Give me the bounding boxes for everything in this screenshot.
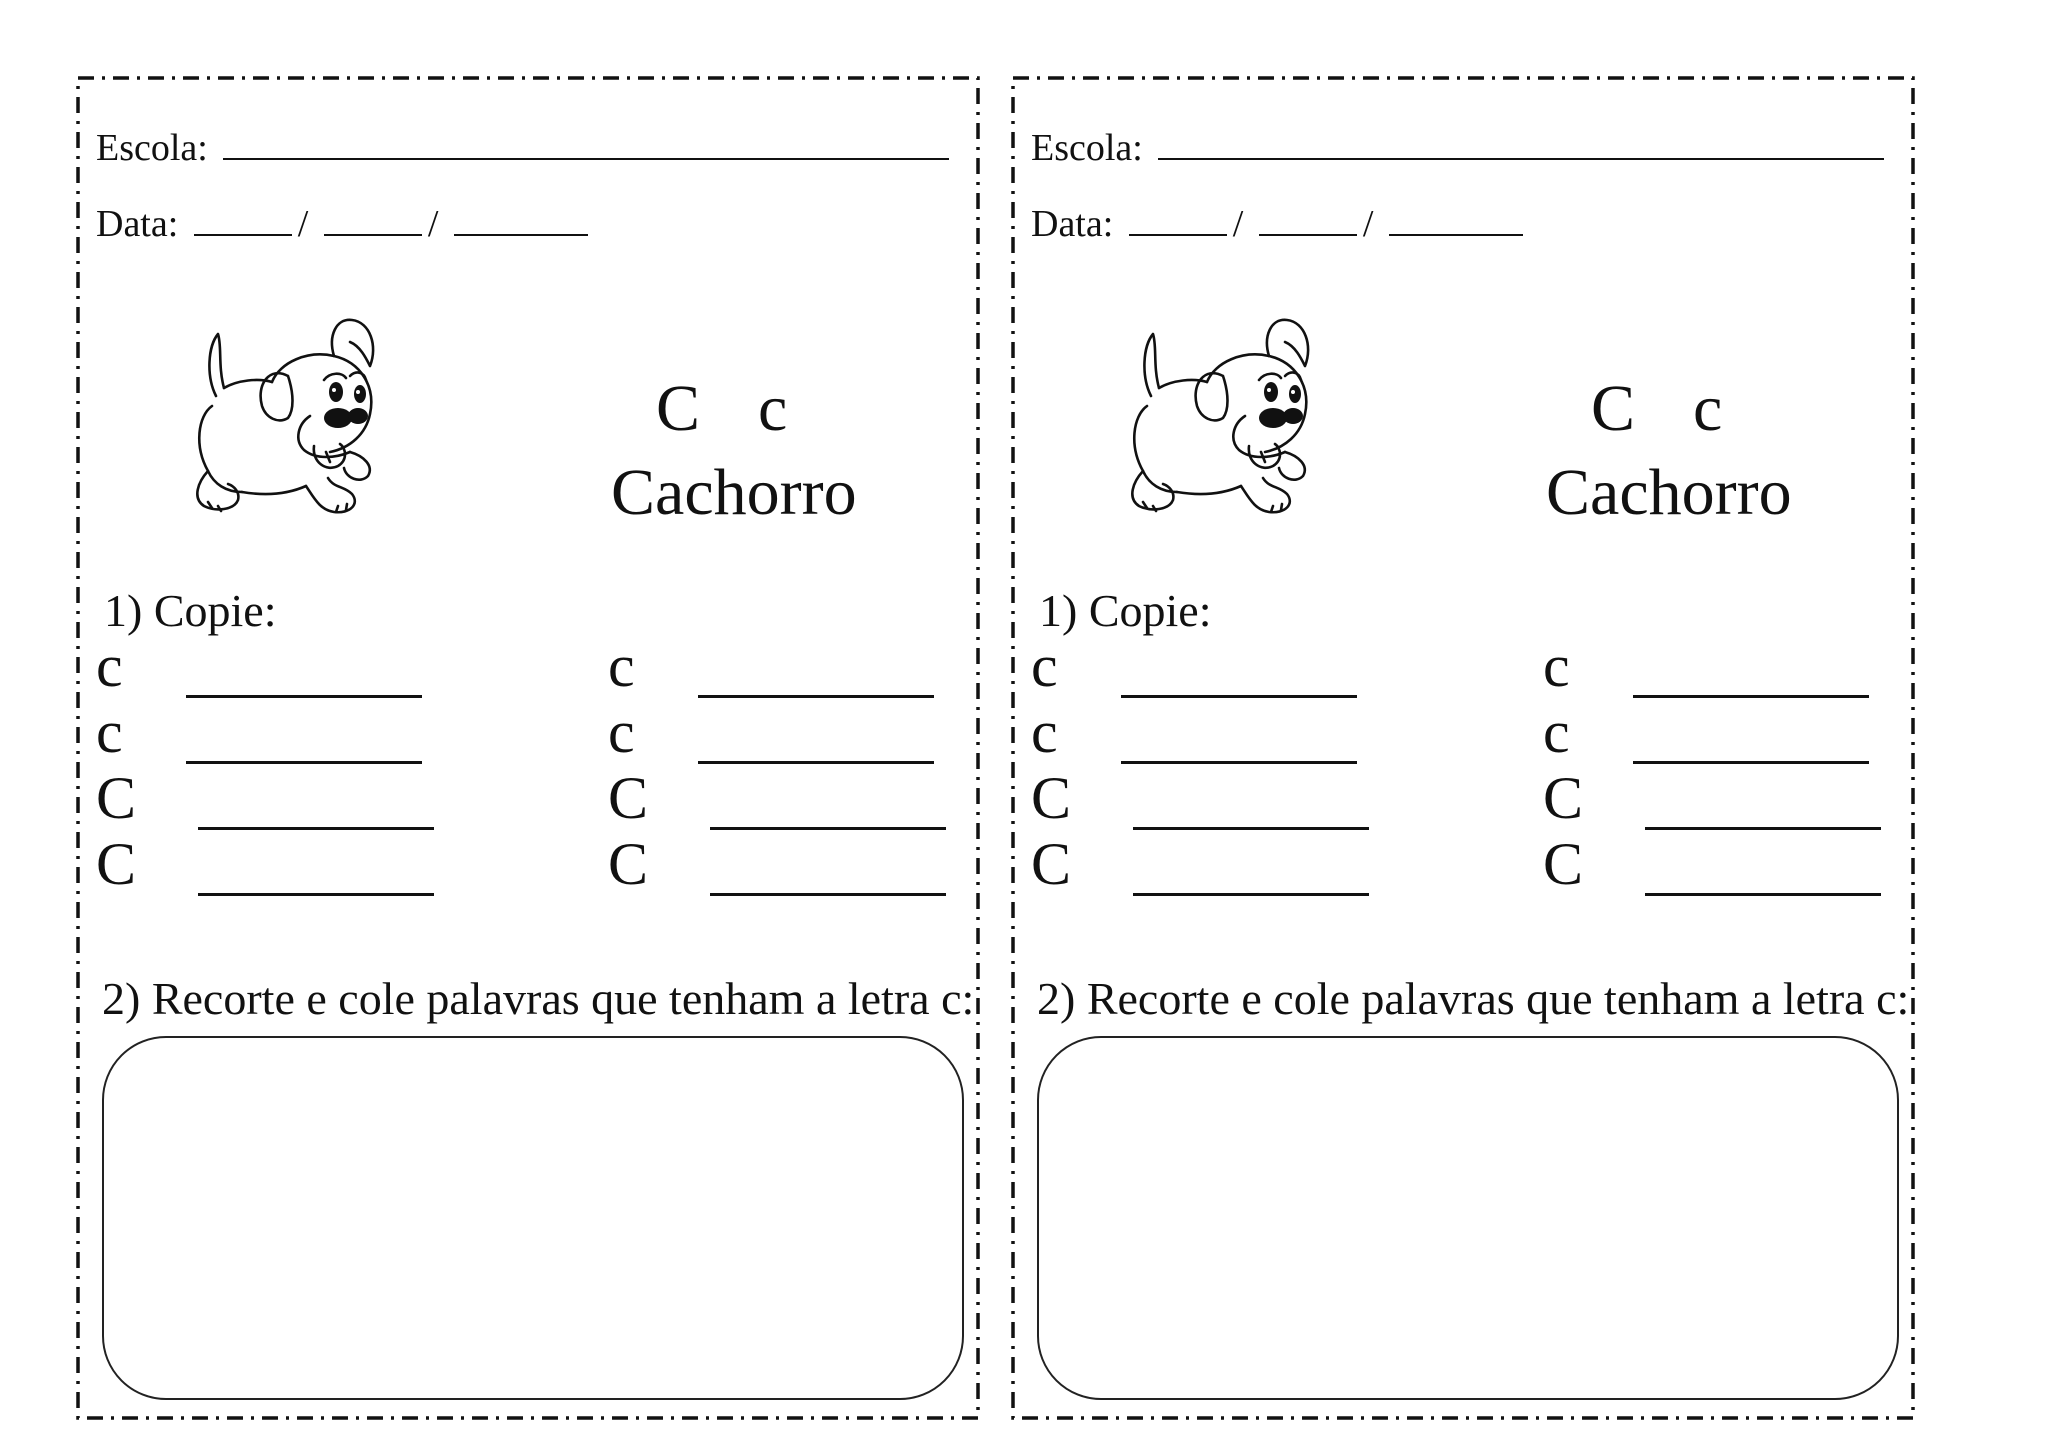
paste-area[interactable] xyxy=(1037,1036,1899,1400)
copy-letter: c xyxy=(1543,699,1570,765)
copy-blank-line[interactable] xyxy=(710,893,946,896)
copy-row xyxy=(608,633,938,706)
copy-blank-line[interactable] xyxy=(1121,761,1357,764)
copy-blank-line[interactable] xyxy=(198,893,434,896)
date-separator: / xyxy=(1232,203,1244,245)
copy-blank-line[interactable] xyxy=(1645,893,1881,896)
school-blank[interactable] xyxy=(223,128,949,160)
letter-pair xyxy=(656,372,788,445)
copy-blank-line[interactable] xyxy=(1133,893,1369,896)
copy-letter: c xyxy=(1031,633,1058,699)
copy-blank-line[interactable] xyxy=(186,761,422,764)
date-field xyxy=(96,204,594,243)
puppy-icon xyxy=(138,306,394,526)
copy-blank-line[interactable] xyxy=(1133,827,1369,830)
copy-letter: C xyxy=(1031,831,1072,897)
copy-letter: c xyxy=(96,699,123,765)
copy-letter: c xyxy=(1543,633,1570,699)
copy-row xyxy=(1031,699,1361,772)
question-number: 2) xyxy=(1037,973,1076,1024)
copy-letter: C xyxy=(1543,831,1584,897)
copy-row xyxy=(1543,765,1873,838)
school-field xyxy=(96,128,955,167)
copy-blank-line[interactable] xyxy=(698,761,934,764)
question-text: Copie: xyxy=(153,585,277,636)
date-day-blank[interactable] xyxy=(1129,204,1227,236)
date-separator: / xyxy=(1362,203,1374,245)
question-1-title xyxy=(1039,585,1212,636)
question-text: Recorte e cole palavras que tenham a letra c: xyxy=(1086,973,1910,1024)
question-number: 1) xyxy=(104,585,143,636)
copy-blank-line[interactable] xyxy=(1121,695,1357,698)
copy-letter: c xyxy=(96,633,123,699)
copy-letter: C xyxy=(608,831,649,897)
copy-row xyxy=(1031,831,1361,904)
copy-row xyxy=(608,831,938,904)
date-field xyxy=(1031,204,1529,243)
copy-row xyxy=(1543,831,1873,904)
school-label: Escola: xyxy=(1031,127,1143,169)
copy-blank-line[interactable] xyxy=(1633,761,1869,764)
uppercase-letter: C xyxy=(1591,372,1636,445)
date-day-blank[interactable] xyxy=(194,204,292,236)
copy-blank-line[interactable] xyxy=(1645,827,1881,830)
letter-pair xyxy=(1591,372,1723,445)
copy-letter: C xyxy=(1543,765,1584,831)
copy-row xyxy=(1031,633,1361,706)
copy-letter: c xyxy=(1031,699,1058,765)
key-word: Cachorro xyxy=(611,456,857,529)
copy-blank-line[interactable] xyxy=(1633,695,1869,698)
copy-row xyxy=(1543,699,1873,772)
question-2-title xyxy=(1037,973,1910,1024)
copy-letter: C xyxy=(96,765,137,831)
copy-blank-line[interactable] xyxy=(698,695,934,698)
question-number: 2) xyxy=(102,973,141,1024)
copy-row xyxy=(96,831,426,904)
question-1-title xyxy=(104,585,277,636)
date-label: Data: xyxy=(96,203,179,245)
date-month-blank[interactable] xyxy=(1259,204,1357,236)
worksheet xyxy=(1011,76,1915,1420)
lowercase-letter: c xyxy=(758,372,788,445)
copy-letter: C xyxy=(1031,765,1072,831)
date-year-blank[interactable] xyxy=(1389,204,1523,236)
copy-letter: c xyxy=(608,633,635,699)
copy-blank-line[interactable] xyxy=(198,827,434,830)
puppy-icon xyxy=(1073,306,1329,526)
date-year-blank[interactable] xyxy=(454,204,588,236)
school-label: Escola: xyxy=(96,127,208,169)
uppercase-letter: C xyxy=(656,372,701,445)
question-text: Copie: xyxy=(1088,585,1212,636)
school-field xyxy=(1031,128,1890,167)
copy-row xyxy=(1031,765,1361,838)
copy-row xyxy=(96,765,426,838)
copy-row xyxy=(96,633,426,706)
copy-letter: C xyxy=(608,765,649,831)
key-word: Cachorro xyxy=(1546,456,1792,529)
copy-blank-line[interactable] xyxy=(710,827,946,830)
school-blank[interactable] xyxy=(1158,128,1884,160)
copy-row xyxy=(96,699,426,772)
copy-letter: c xyxy=(608,699,635,765)
date-month-blank[interactable] xyxy=(324,204,422,236)
date-label: Data: xyxy=(1031,203,1114,245)
question-text: Recorte e cole palavras que tenham a letra c: xyxy=(151,973,975,1024)
copy-row xyxy=(1543,633,1873,706)
paste-area[interactable] xyxy=(102,1036,964,1400)
copy-row xyxy=(608,765,938,838)
copy-row xyxy=(608,699,938,772)
date-separator: / xyxy=(297,203,309,245)
question-number: 1) xyxy=(1039,585,1078,636)
worksheet xyxy=(76,76,980,1420)
copy-letter: C xyxy=(96,831,137,897)
lowercase-letter: c xyxy=(1693,372,1723,445)
copy-blank-line[interactable] xyxy=(186,695,422,698)
date-separator: / xyxy=(427,203,439,245)
question-2-title xyxy=(102,973,975,1024)
